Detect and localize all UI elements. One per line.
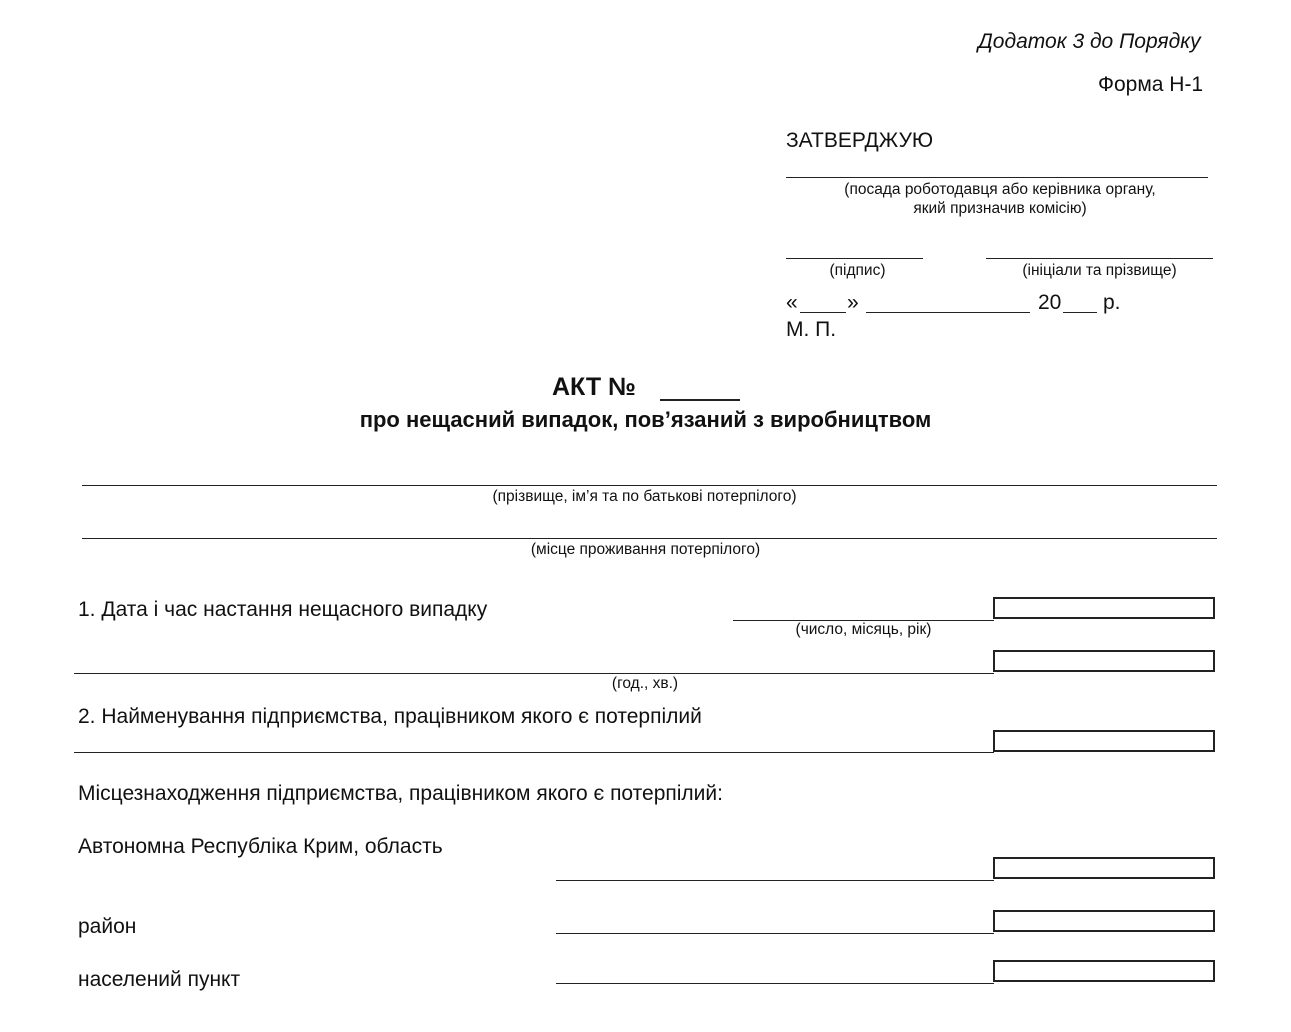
enterprise-line [74,752,994,753]
name-caption: (ініціали та прізвище) [1022,262,1177,279]
enterprise-code-box [993,730,1215,752]
day-line [800,312,846,313]
position-line [786,177,1208,178]
name-line [986,258,1213,259]
position-caption-1: (посада роботодавця або керівника органу, [844,181,1156,198]
act-title: АКТ № [552,373,637,401]
victim-name-line [82,485,1217,486]
location-label: Місцезнаходження підприємства, працівником якого є потерпілий: [78,782,723,805]
region-line [556,880,994,881]
settlement-label: населений пункт [78,968,241,991]
region-label: Автономна Республіка Крим, область [78,835,443,858]
time-caption: (год., хв.) [611,675,679,692]
year-line [1063,312,1097,313]
appendix-note: Додаток 3 до Порядку [978,30,1201,53]
victim-name-caption: (прізвище, ім’я та по батькові потерпілого) [492,488,797,505]
district-label: район [78,915,137,938]
signature-caption: (підпис) [829,262,886,279]
act-number-line [660,399,740,401]
date-code-box [993,597,1215,619]
settlement-code-box [993,960,1215,982]
signature-line [786,258,923,259]
district-code-box [993,910,1215,932]
act-subtitle: про нещасний випадок, пов’язаний з виробництвом [359,407,932,432]
date-caption: (число, місяць, рік) [795,621,932,638]
victim-residence-line [82,538,1217,539]
approval-title: ЗАТВЕРДЖУЮ [786,129,934,152]
year-suffix: р. [1103,291,1121,314]
item1-label: 1. Дата і час настання нещасного випадку [78,598,488,621]
district-line [556,933,994,934]
position-caption-2: який призначив комісію) [913,200,1087,217]
settlement-line [556,983,994,984]
region-code-box [993,857,1215,879]
date-close-quote: » [847,291,859,314]
form-code: Форма Н-1 [1098,73,1204,96]
victim-residence-caption: (місце проживання потерпілого) [530,541,761,558]
item2-label: 2. Найменування підприємства, працівником якого є потерпілий [78,705,702,728]
time-code-box [993,650,1215,672]
time-line [74,673,994,674]
date-open-quote: « [786,291,798,314]
stamp-place: М. П. [786,318,837,341]
month-line [866,312,1030,313]
year-prefix: 20 [1038,291,1062,314]
